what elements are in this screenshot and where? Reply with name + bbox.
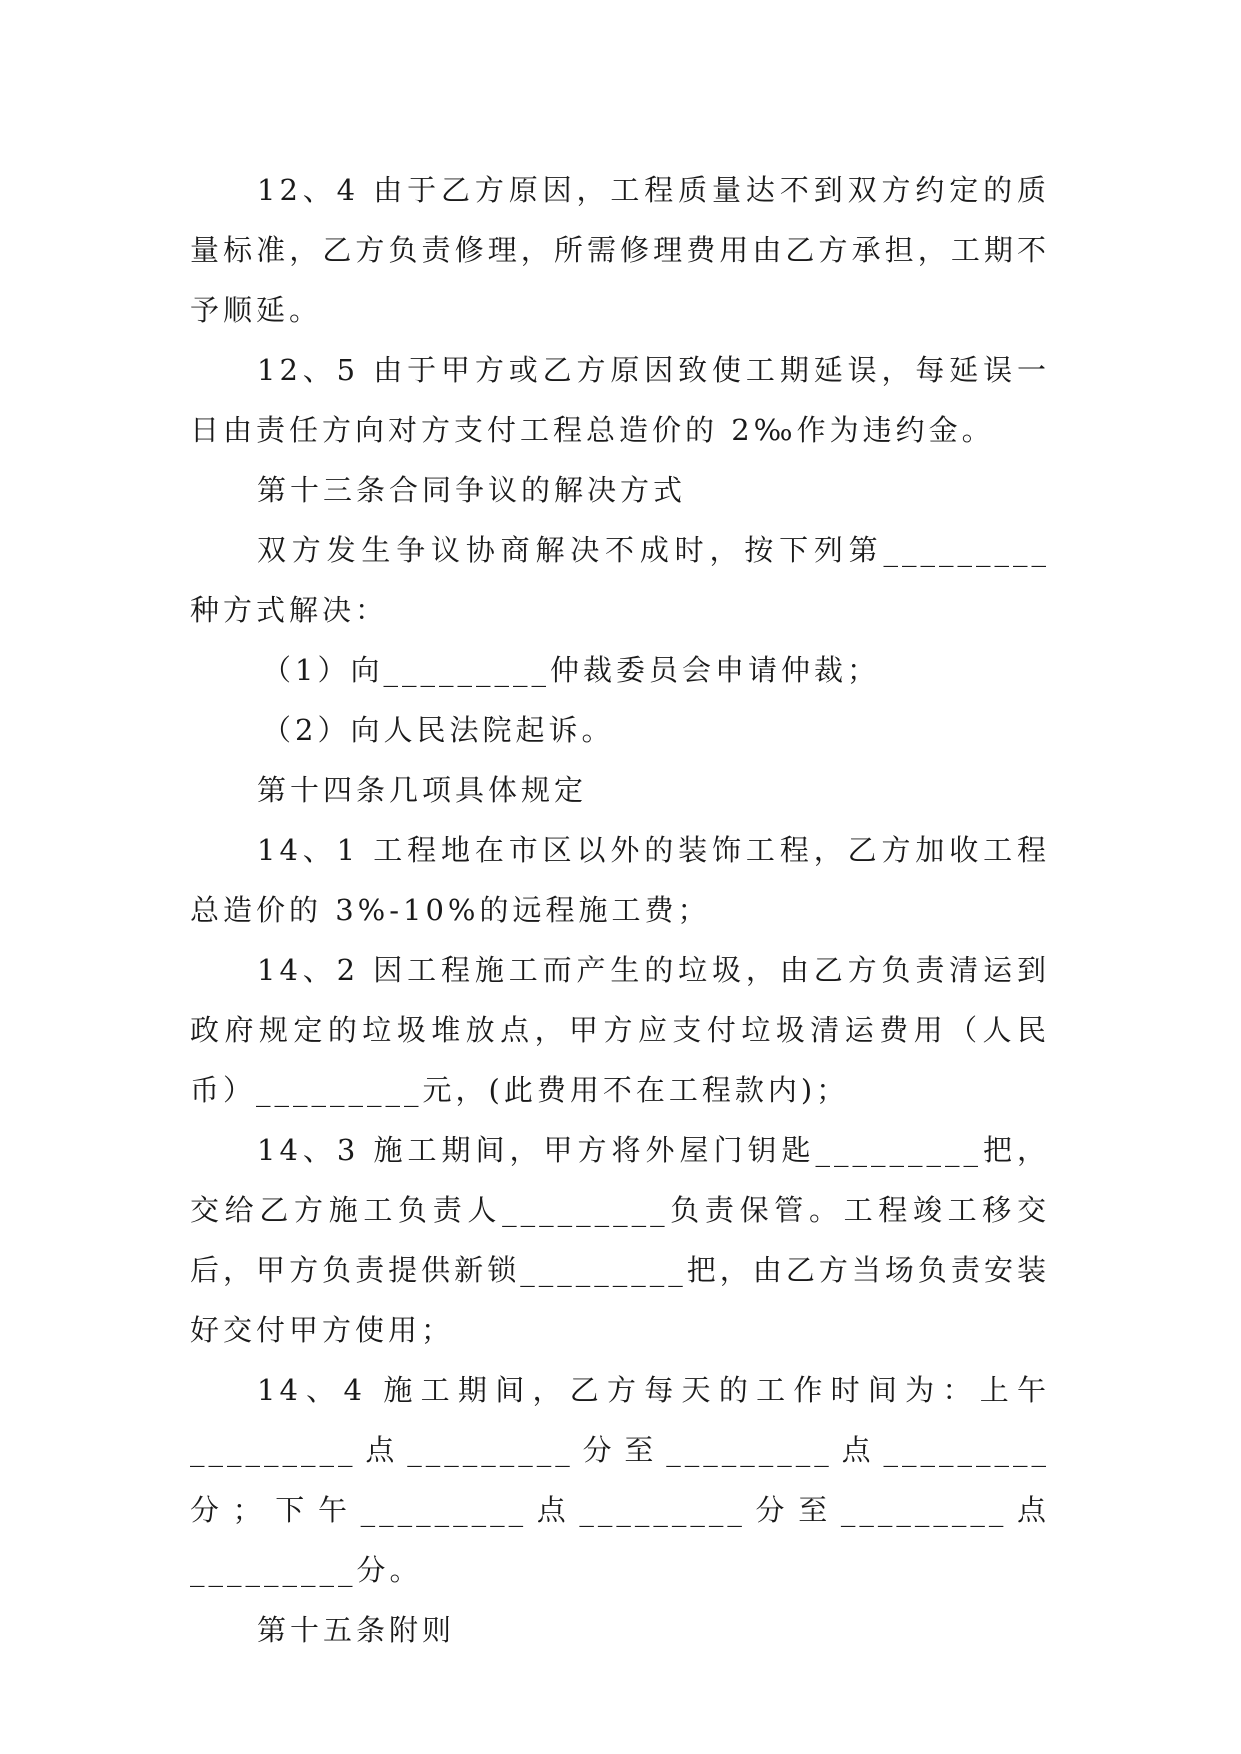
article-15-heading: 第十五条附则 xyxy=(257,1613,456,1647)
article-13-heading: 第十三条合同争议的解决方式 xyxy=(257,473,687,507)
article-13-text: 双方发生争议协商解决不成时，按下列第_________种方式解决： xyxy=(190,533,1050,627)
clause-14-1: 14、1 工程地在市区以外的装饰工程，乙方加收工程总造价的 3%-10%的远程施工费； xyxy=(190,833,1050,927)
clause-14-2: 14、2 因工程施工而产生的垃圾，由乙方负责清运到政府规定的垃圾堆放点，甲方应支付垃圾清运费用（人民币）_________元，(此费用不在工程款内)； xyxy=(190,953,1050,1107)
article-14-heading: 第十四条几项具体规定 xyxy=(257,773,588,807)
article-13-option-1: （1）向_________仲裁委员会申请仲裁； xyxy=(262,653,880,687)
article-13-option-2: （2）向人民法院起诉。 xyxy=(262,713,615,747)
document-body xyxy=(190,160,1050,1660)
clause-14-4: 14、4 施工期间，乙方每天的工作时间为：上午_________点_________分至_________点_________分；下午_________点_________分至_________点_________分。 xyxy=(190,1373,1050,1587)
clause-12-5: 12、5 由于甲方或乙方原因致使工期延误，每延误一日由责任方向对方支付工程总造价的 2‰作为违约金。 xyxy=(190,353,1050,447)
clause-14-3: 14、3 施工期间，甲方将外屋门钥匙_________把，交给乙方施工负责人_________负责保管。工程竣工移交后，甲方负责提供新锁_________把，由乙方当场负责安装好交付甲方使用； xyxy=(190,1133,1050,1347)
clause-12-4: 12、4 由于乙方原因，工程质量达不到双方约定的质量标准，乙方负责修理，所需修理费用由乙方承担，工期不予顺延。 xyxy=(190,173,1050,327)
